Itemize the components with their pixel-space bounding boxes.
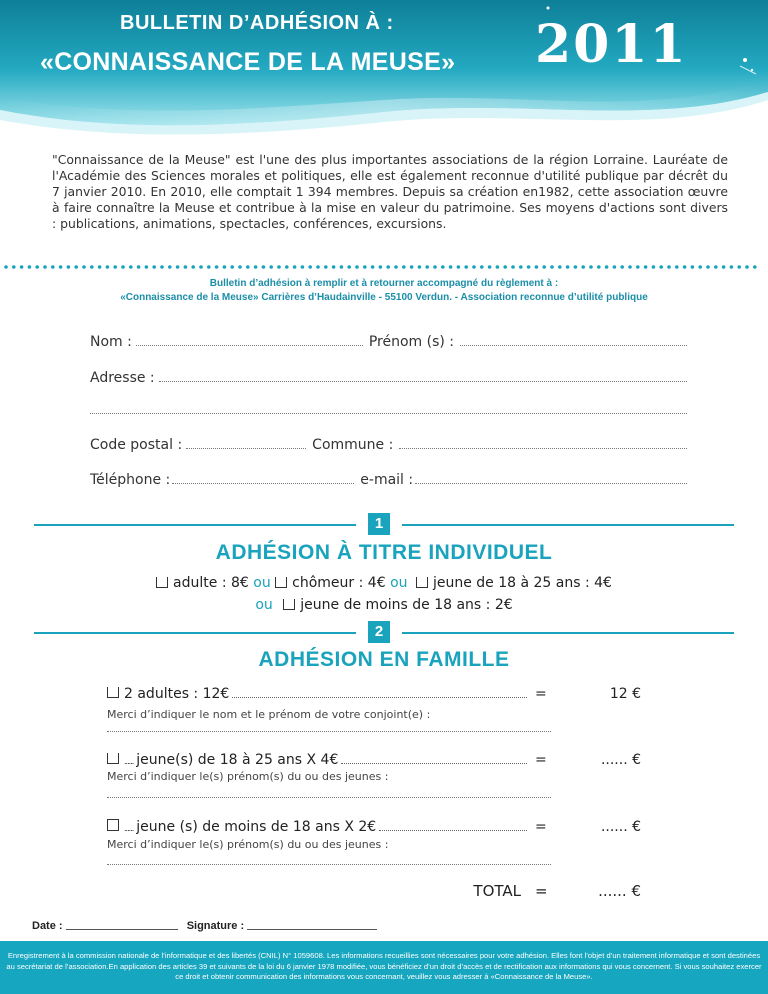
- section-2-number: 2: [368, 621, 390, 643]
- commune-field[interactable]: [399, 436, 687, 449]
- signature-field[interactable]: [247, 919, 377, 930]
- section-1-rule-left: [34, 524, 356, 526]
- email-field[interactable]: [415, 471, 687, 484]
- conjoint-note: Merci d’indiquer le nom et le prénom de votre conjoint(e) :: [107, 708, 431, 721]
- address-row: [90, 369, 687, 389]
- dotted-separator: [4, 262, 764, 272]
- year-label: 2011: [535, 14, 688, 75]
- ou-separator: ou: [390, 575, 408, 591]
- ou-separator: ou: [255, 597, 273, 613]
- adresse-field[interactable]: [159, 369, 687, 382]
- individual-options-line-1: [0, 575, 768, 591]
- contact-row: [90, 471, 687, 491]
- moins-18-names-field[interactable]: [107, 864, 551, 865]
- prenom-label: Prénom (s) :: [368, 334, 455, 350]
- cnil-footer: [0, 941, 768, 994]
- chomeur-checkbox[interactable]: [275, 577, 287, 588]
- intro-paragraph: "Connaissance de la Meuse" est l'une des plus importantes associations de la région Lorraine. Lauréate de l'Académie des Sciences morales et politiques, elle est également reconnue d'utilité publique par décrêt du 7 janvier 2010. En 2010, elle comptait 1 394 membres. Depuis sa création en1982, cette association œuvre à faire connaître la Meuse et contribue à la mise en valeur du patrimoine. Ses moyens d'actions sont divers : publications, animations, spectacles, conférences, excursions.: [52, 152, 728, 231]
- instructions-line-2: «Connaissance de la Meuse» Carrières d’Haudainville - 55100 Verdun. - Association reconnue d’utilité publique: [120, 292, 648, 303]
- section-2-title: ADHÉSION EN FAMILLE: [258, 648, 510, 671]
- cnil-notice: Enregistrement à la commission nationale de l’informatique et des libertés (CNIL) N° 1059608. Les informations recueillies sont nécessaires pour votre adhésion. Elles font l’objet d’un traitement informatique et sont destinées au secrétariat de l’association.En application des articles 39 et suivants de la loi du 6 janvier 1978 modifiée, vous bénéficiez d’un droit d’accès et de rectification aux informations qui vous concernent. Si vous souhaitez exercer ce droit et obtenir communication des informations vous concernant, veuillez vous adresser à «Connaissance de la Meuse».: [6, 951, 762, 981]
- telephone-field[interactable]: [172, 471, 354, 484]
- email-label: e-mail :: [360, 472, 414, 488]
- total-label: TOTAL: [473, 882, 521, 900]
- equals-sign: =: [535, 819, 547, 835]
- section-2-rule-right: [402, 632, 734, 634]
- famille-moins-18-row: [107, 819, 641, 835]
- code-postal-label: Code postal :: [90, 437, 183, 453]
- name-row: [90, 333, 687, 353]
- instructions-line-1: Bulletin d’adhésion à remplir et à retourner accompagné du règlement à :: [209, 278, 559, 289]
- chomeur-option: chômeur : 4€: [292, 575, 386, 591]
- leader-dots: [379, 820, 527, 831]
- famille-jeunes-row: [107, 752, 641, 768]
- adresse-field-2[interactable]: [90, 401, 687, 414]
- famille-adultes-amount: 12 €: [609, 686, 641, 702]
- signature-label: Signature :: [186, 920, 245, 932]
- jeune-moins-18-checkbox[interactable]: [283, 599, 295, 610]
- moins-18-note: Merci d’indiquer le(s) prénom(s) du ou des jeunes :: [107, 838, 389, 851]
- conjoint-field[interactable]: [107, 731, 551, 732]
- nom-field[interactable]: [136, 333, 363, 346]
- famille-jeunes-checkbox[interactable]: [107, 753, 119, 764]
- commune-label: Commune :: [312, 437, 394, 453]
- jeune-18-25-checkbox[interactable]: [416, 577, 428, 588]
- moins-18-count-field[interactable]: ......: [124, 824, 134, 833]
- famille-moins-18-checkbox[interactable]: [107, 819, 119, 831]
- famille-adultes-label: 2 adultes : 12€: [124, 686, 230, 702]
- nom-label: Nom :: [90, 334, 132, 350]
- equals-sign: =: [535, 752, 547, 768]
- association-name: «CONNAISSANCE DE LA MEUSE»: [40, 48, 456, 76]
- jeune-18-25-option: jeune de 18 à 25 ans : 4€: [432, 575, 612, 591]
- date-field[interactable]: [66, 919, 178, 930]
- famille-moins-18-amount: ...... €: [600, 819, 641, 835]
- individual-options-line-2: [0, 597, 768, 613]
- leader-dots: [232, 687, 527, 698]
- famille-adultes-row: [107, 686, 641, 702]
- ou-separator: ou: [253, 575, 271, 591]
- header-banner: [0, 0, 768, 140]
- date-label: Date :: [32, 920, 63, 932]
- code-postal-field[interactable]: [186, 436, 306, 449]
- jeunes-names-field[interactable]: [107, 797, 551, 798]
- adulte-checkbox[interactable]: [156, 577, 168, 588]
- form-title: BULLETIN D’ADHÉSION À :: [120, 12, 394, 34]
- section-1-rule-right: [402, 524, 734, 526]
- section-1-number: 1: [368, 513, 390, 535]
- famille-jeunes-label: jeune(s) de 18 à 25 ans X 4€: [136, 752, 339, 768]
- jeunes-note: Merci d’indiquer le(s) prénom(s) du ou des jeunes :: [107, 770, 389, 783]
- section-2-rule-left: [34, 632, 356, 634]
- address-row-2: [90, 401, 687, 421]
- total-row: [107, 882, 641, 900]
- jeunes-count-field[interactable]: ......: [124, 757, 134, 766]
- jeune-moins-18-option: jeune de moins de 18 ans : 2€: [300, 597, 513, 613]
- adresse-label: Adresse :: [90, 370, 155, 386]
- adulte-option: adulte : 8€: [173, 575, 249, 591]
- date-signature-row: [32, 919, 377, 932]
- city-row: [90, 436, 687, 456]
- section-1-title: ADHÉSION À TITRE INDIVIDUEL: [215, 541, 553, 564]
- leader-dots: [341, 753, 527, 764]
- famille-adultes-checkbox[interactable]: [107, 687, 119, 698]
- famille-jeunes-amount: ...... €: [600, 752, 641, 768]
- total-amount: ...... €: [598, 882, 641, 900]
- equals-sign: =: [535, 686, 547, 702]
- equals-sign: =: [535, 882, 548, 900]
- famille-moins-18-label: jeune (s) de moins de 18 ans X 2€: [136, 819, 377, 835]
- prenom-field[interactable]: [460, 333, 687, 346]
- telephone-label: Téléphone :: [90, 472, 171, 488]
